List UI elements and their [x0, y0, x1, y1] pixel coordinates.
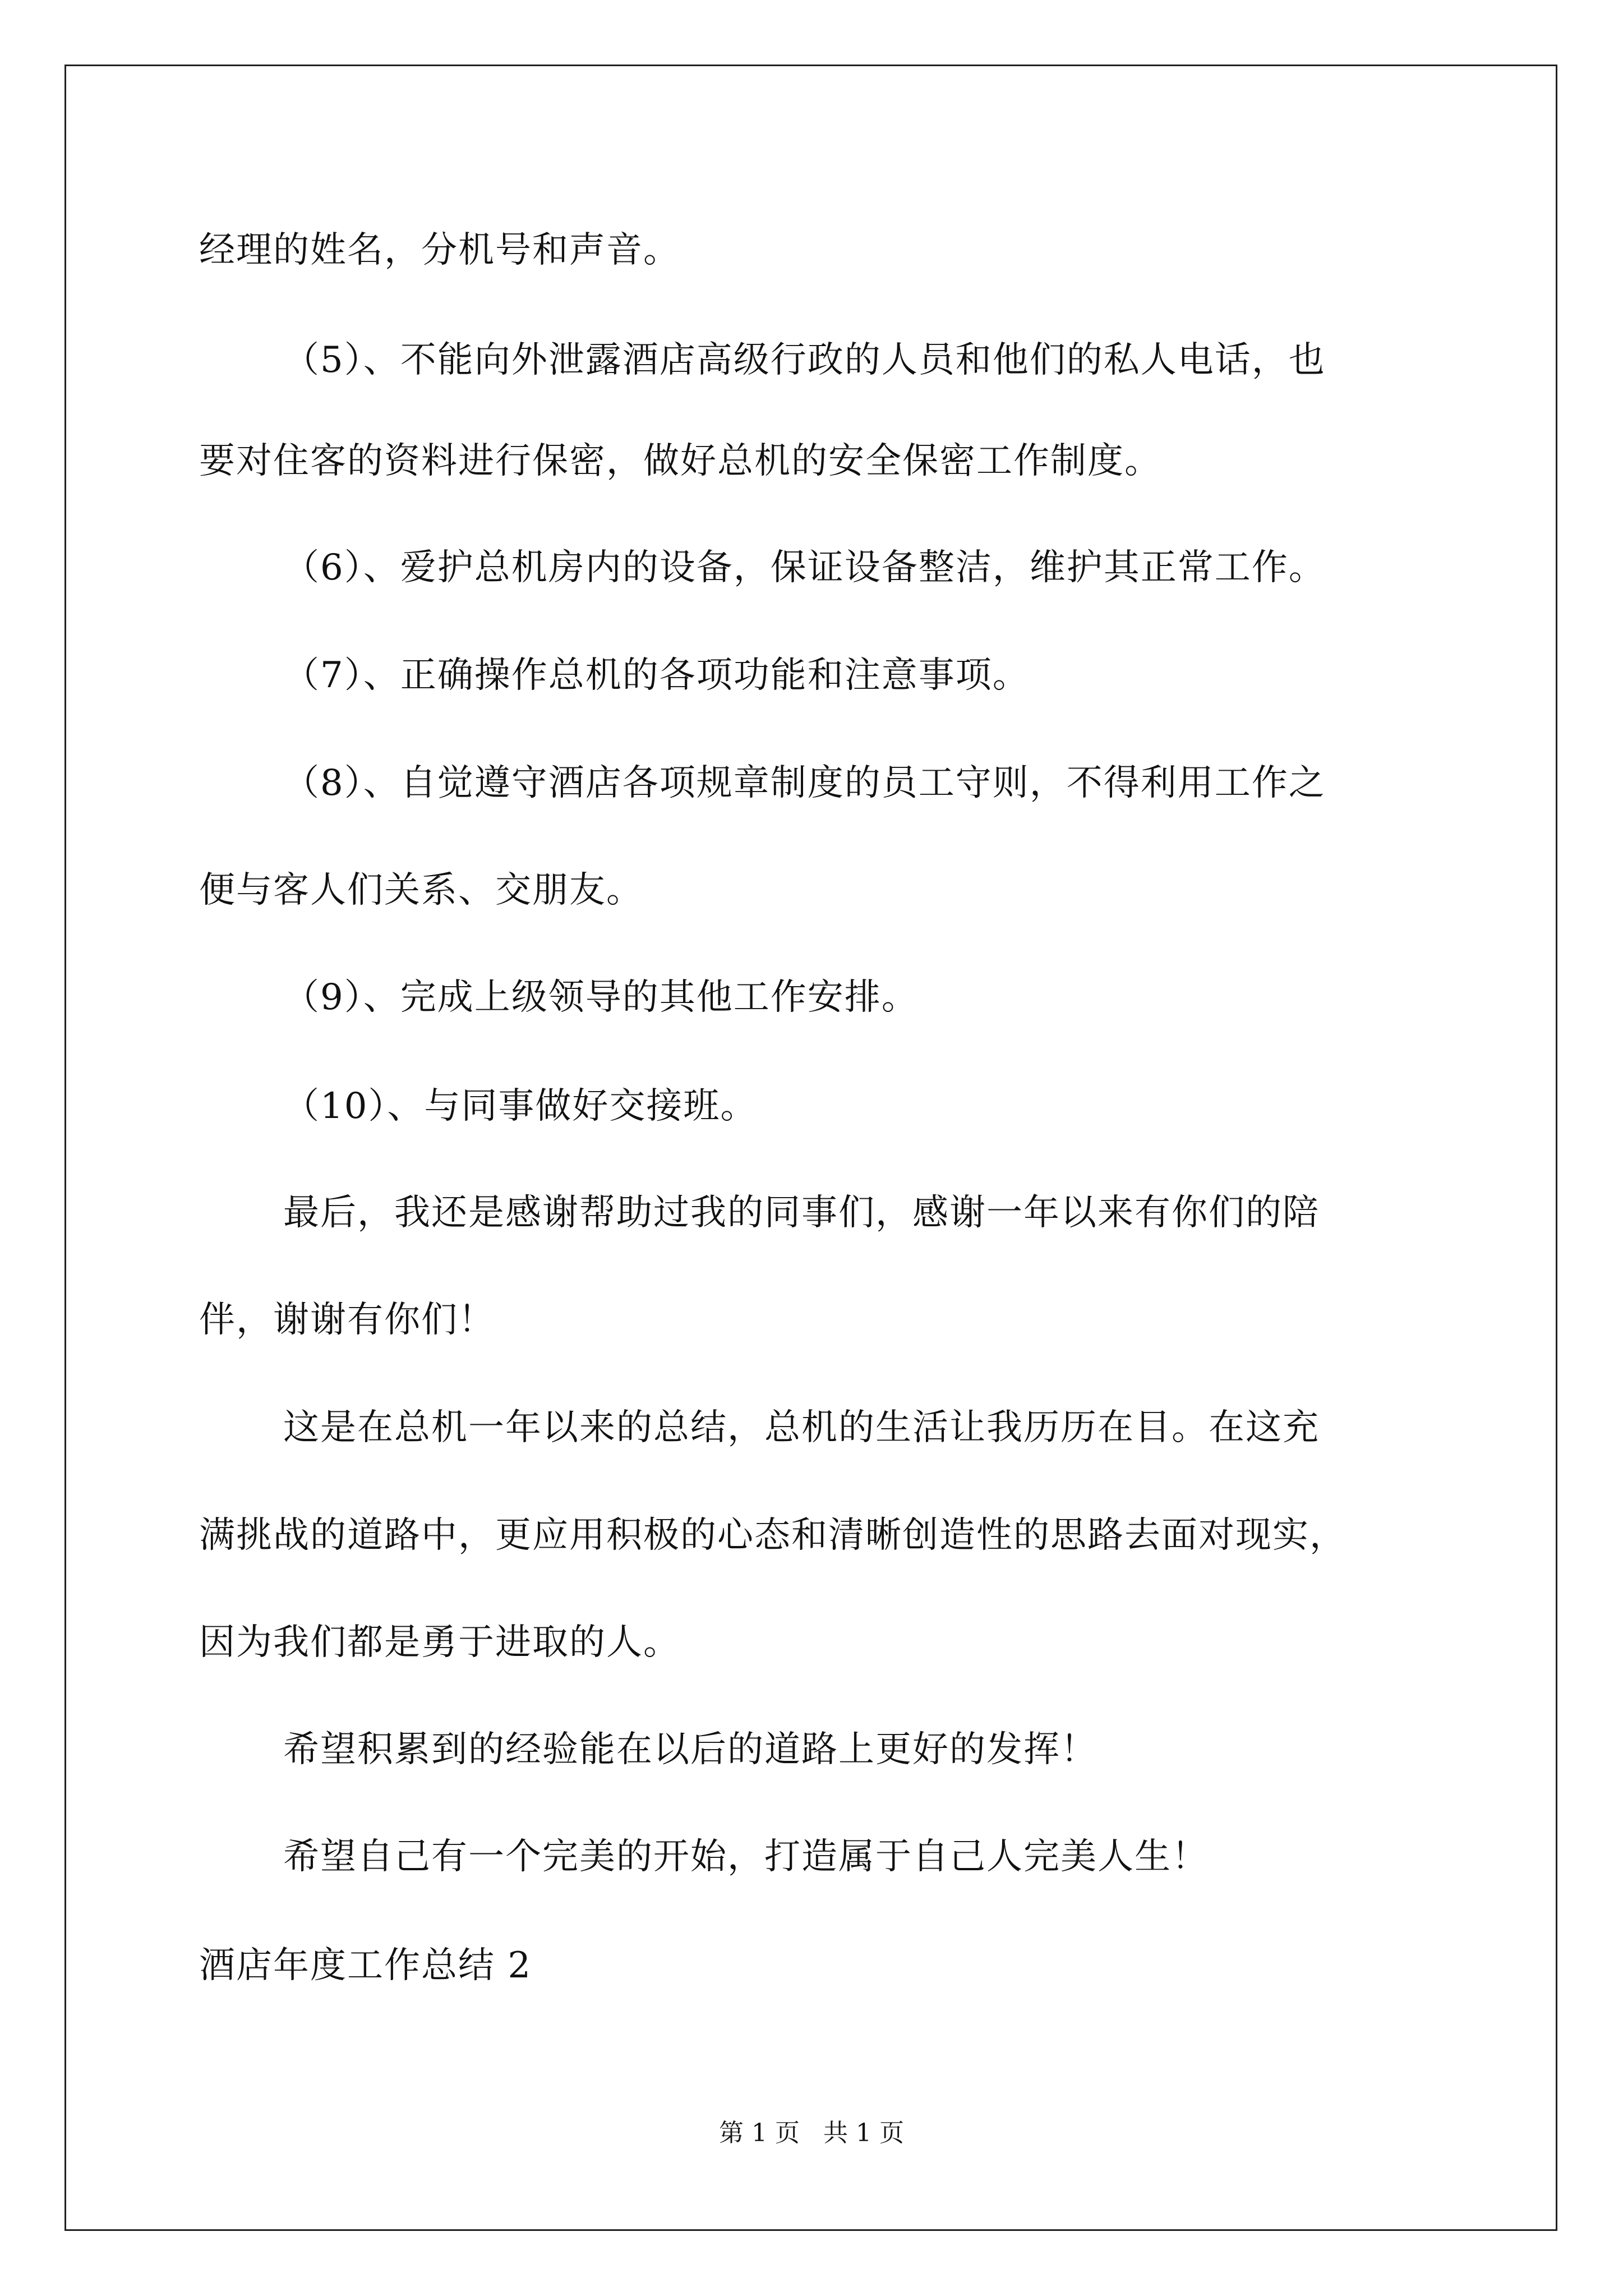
- list-item-10: （10）、与同事做好交接班。: [283, 1085, 758, 1127]
- section-heading: 酒店年度工作总结 2: [199, 1945, 532, 1986]
- paragraph-line: 经理的姓名，分机号和声音。: [199, 229, 680, 271]
- paragraph-closing: 最后，我还是感谢帮助过我的同事们，感谢一年以来有你们的陪: [283, 1192, 1320, 1234]
- paragraph-hope: 希望积累到的经验能在以后的道路上更好的发挥！: [283, 1729, 1098, 1770]
- page-border: [64, 65, 1557, 2231]
- paragraph-line: 便与客人们关系、交朋友。: [199, 869, 643, 911]
- paragraph-line: 因为我们都是勇于进取的人。: [199, 1622, 680, 1663]
- paragraph-hope: 希望自己有一个完美的开始，打造属于自己人完美人生！: [283, 1836, 1209, 1878]
- list-item-5: （5）、不能向外泄露酒店高级行政的人员和他们的私人电话，也: [283, 339, 1326, 381]
- list-item-8: （8）、自觉遵守酒店各项规章制度的员工守则，不得利用工作之: [283, 762, 1326, 804]
- list-item-6: （6）、爱护总机房内的设备，保证设备整洁，维护其正常工作。: [283, 547, 1326, 588]
- list-item-7: （7）、正确操作总机的各项功能和注意事项。: [283, 655, 1030, 696]
- page-footer: 第 1 页 共 1 页: [719, 2119, 904, 2147]
- paragraph-summary: 这是在总机一年以来的总结，总机的生活让我历历在目。在这充: [283, 1407, 1320, 1448]
- list-item-9: （9）、完成上级领导的其他工作安排。: [283, 977, 919, 1018]
- paragraph-line: 伴，谢谢有你们！: [199, 1299, 495, 1341]
- paragraph-line: 满挑战的道路中，更应用积极的心态和清晰创造性的思路去面对现实，: [199, 1515, 1347, 1556]
- paragraph-line: 要对住客的资料进行保密，做好总机的安全保密工作制度。: [199, 440, 1161, 482]
